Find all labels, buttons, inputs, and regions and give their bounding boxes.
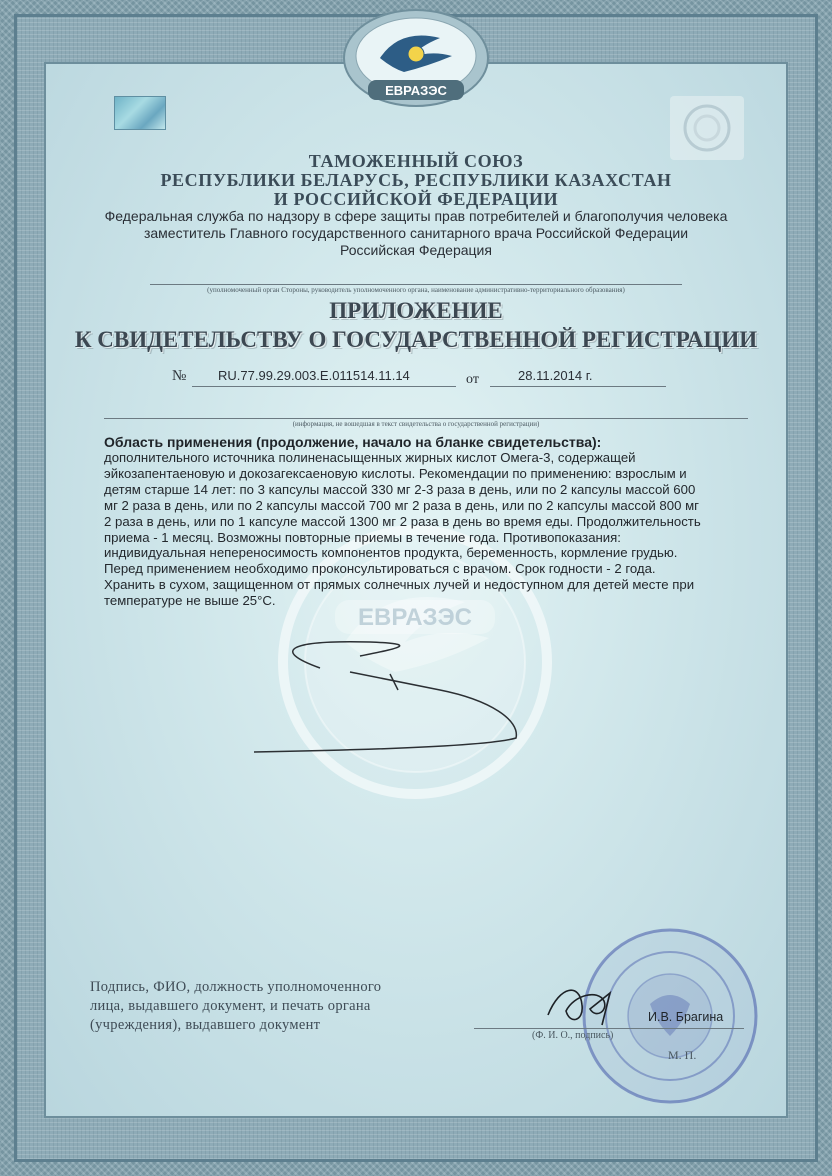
union-line-2: РЕСПУБЛИКИ БЕЛАРУСЬ, РЕСПУБЛИКИ КАЗАХСТАН <box>160 170 672 190</box>
text-line: индивидуальная непереносимость компонентов продукта, беременность, кормление грудью. <box>104 545 678 561</box>
text-line: приема - 1 месяц. Возможны повторные приемы в течение года. Противопоказания: <box>104 529 621 545</box>
footer-line: (учреждения), выдавшего документ <box>90 1017 321 1033</box>
text-line: дополнительного источника полиненасыщенных жирных кислот Омега-3, содержащей <box>104 450 636 465</box>
text-line: эйкозапентаеновую и докозагексаеновую кислоты. Рекомендации по применению: взрослым и <box>104 465 687 481</box>
closing-stroke-mark <box>250 620 540 760</box>
text-line: детям старше 14 лет: по 3 капсулы массой 330 мг 2-3 раза в день, или по 2 капсулы массой 600 <box>104 481 696 497</box>
footer-line: Подпись, ФИО, должность уполномоченного <box>90 979 382 995</box>
emblem-label: ЕВРАЗЭС <box>385 83 447 98</box>
text-line: Перед применением необходимо проконсультироваться с врачом. Срок годности - 2 года. <box>104 561 656 577</box>
text-line: Хранить в сухом, защищенном от прямых солнечных лучей и недоступном для детей месте при <box>104 577 695 593</box>
title-line-1: ПРИЛОЖЕНИЕ <box>329 298 503 323</box>
title-line-2: К СВИДЕТЕЛЬСТВУ О ГОСУДАРСТВЕННОЙ РЕГИСТРАЦИИ <box>74 327 758 352</box>
authority-line-1: Федеральная служба по надзору в сфере защиты прав потребителей и благополучия человека <box>104 208 728 224</box>
reg-date-label: от <box>466 372 479 387</box>
authority-underline <box>150 284 682 285</box>
info-caption: (информация, не вошедшая в текст свидетельства о государственной регистрации) <box>292 420 540 428</box>
union-line-3: И РОССИЙСКОЙ ФЕДЕРАЦИИ <box>273 189 559 209</box>
reg-date-underline <box>490 386 666 387</box>
footer-line: лица, выдавшего документ, и печать органа <box>90 998 371 1014</box>
footer-instructions <box>90 978 460 1035</box>
reg-number-underline <box>192 386 456 387</box>
authority-caption: (уполномоченный орган Стороны, руководитель уполномоченного органа, наименование административно-территориального образования) <box>207 286 625 294</box>
section-title: Область применения (продолжение, начало на бланке свидетельства): <box>104 434 602 450</box>
text-line: температуре не выше 25°С. <box>104 593 276 609</box>
text-line: мг 2 раза в день, или по 2 капсулы массой 700 мг 2 раза в день, или по 2 капсулы массой 800 мг <box>104 497 699 513</box>
reg-number: RU.77.99.29.003.E.011514.11.14 <box>218 368 410 383</box>
eurasec-emblem-icon <box>340 8 492 112</box>
authority-line-3: Российская Федерация <box>340 242 492 258</box>
reg-number-label: № <box>172 368 187 384</box>
reg-date: 28.11.2014 г. <box>518 368 593 383</box>
application-text <box>104 450 750 609</box>
authority-line-2: заместитель Главного государственного санитарного врача Российской Федерации <box>143 225 689 241</box>
text-line: 2 раза в день, или по 1 капсуле массой 1300 мг 2 раза в день во время еды. Продолжительность <box>104 513 701 529</box>
hologram-sticker <box>114 96 166 130</box>
signature-caption: (Ф. И. О., подпись) <box>532 1030 614 1041</box>
seal-label: М. П. <box>668 1048 697 1062</box>
signer-name: И.В. Брагина <box>648 1010 724 1024</box>
corner-security-mark <box>670 96 744 160</box>
handwritten-signature <box>540 975 630 1035</box>
union-line-1: ТАМОЖЕННЫЙ СОЮЗ <box>308 151 524 171</box>
info-underline <box>104 418 748 419</box>
watermark-label: ЕВРАЗЭС <box>357 604 473 631</box>
